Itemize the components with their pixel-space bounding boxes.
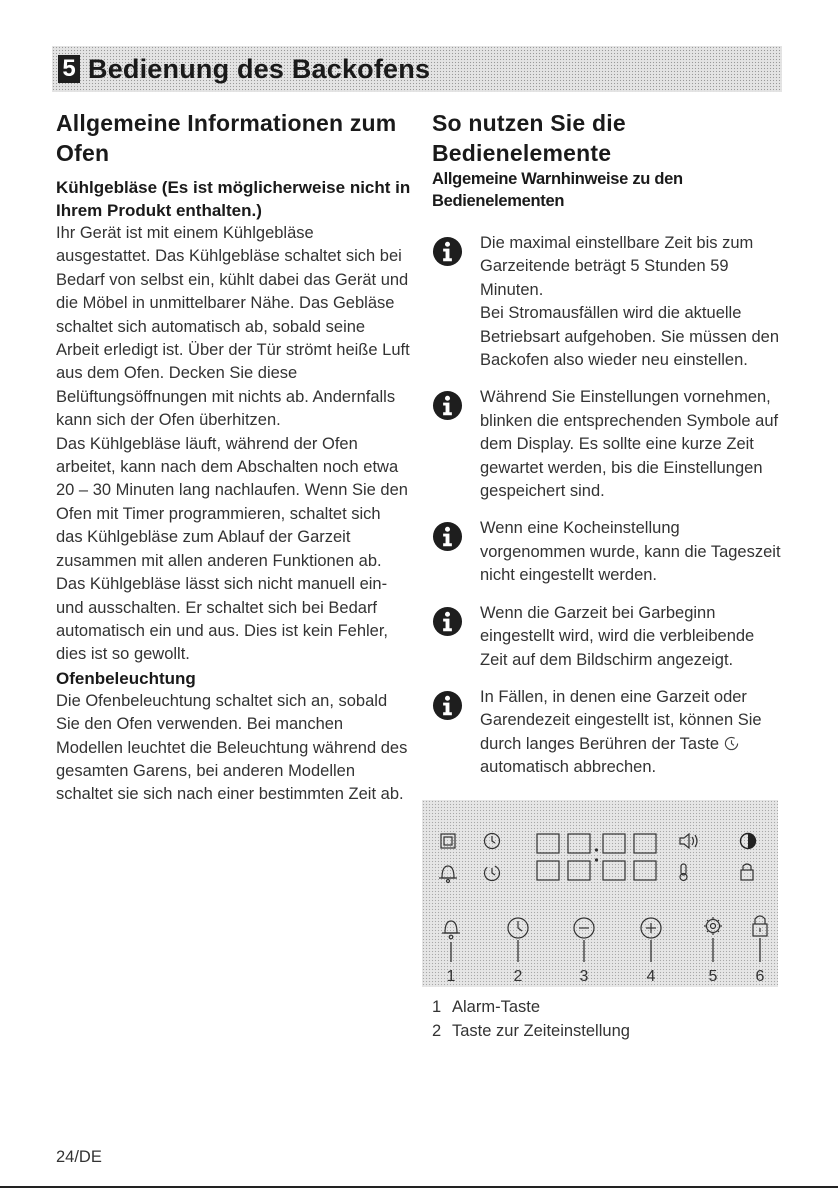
button-number: 5 xyxy=(708,967,718,985)
fan-heading: Kühlgebläse (Es ist möglicherweise nicht in Ihrem Produkt enthalten.) xyxy=(56,178,411,220)
button-legend xyxy=(432,995,782,1043)
light-heading: Ofenbeleuchtung xyxy=(56,668,196,688)
info-icon xyxy=(432,236,463,267)
fan-paragraph-1: Ihr Gerät ist mit einem Kühlgebläse ausgestattet. Das Kühlgebläse schaltet sich bei Bedarf von selbst ein, kühlt dabei das Gerät und die Möbel in unmittelbarer Nähe. Das Gebläse schaltet sich automatisch ab, sobald seine Arbeit erledigt ist. Über der Tür strömt heiße Luft aus dem Ofen. Decken Sie diese Belüftungsöffnungen mit nichts ab. Andernfalls kann sich der Ofen überhitzen. xyxy=(56,224,410,430)
fan-paragraph-2: Das Kühlgebläse läuft, während der Ofen arbeitet, kann nach dem Abschalten noch etwa 20 – 30 Minuten lang nachlaufen. Wenn Sie den Ofen mit Timer programmieren, schaltet sich das Kühlgebläse zum Ablauf der Garzeit zusammen mit allen anderen Funktionen ab. Das Kühlgebläse lässt sich nicht manuell ein- und ausschalten. Er schaltet sich bei Bedarf automatisch ein und aus. Dies ist kein Fehler, dies ist so gewollt. xyxy=(56,434,408,664)
light-paragraph: Die Ofenbeleuchtung schaltet sich an, sobald Sie den Ofen verwenden. Bei manchen Modellen leuchtet die Beleuchtung während des gesamten Garens, bei anderen Modellen schaltet sie sich nach einer bestimmten Zeit ab. xyxy=(56,691,408,804)
left-column xyxy=(56,108,411,807)
info-icon xyxy=(432,606,463,637)
note-text xyxy=(480,686,782,756)
section-title-general-info: Allgemeine Informationen zum Ofen xyxy=(56,110,397,166)
chapter-header xyxy=(52,46,782,92)
warnings-subtitle: Allgemeine Warnhinweise zu den Bedienelementen xyxy=(432,170,683,210)
info-note xyxy=(432,517,782,587)
clock-icon xyxy=(724,736,739,751)
page-number: 24/DE xyxy=(56,1148,102,1166)
legend-label: Taste zur Zeiteinstellung xyxy=(452,1021,630,1040)
legend-item xyxy=(432,995,782,1019)
info-icon xyxy=(432,690,463,721)
button-number: 1 xyxy=(446,967,456,985)
right-column xyxy=(432,108,782,1043)
note-text: Wenn die Garzeit bei Garbeginn eingestellt wird, wird die verbleibende Zeit auf dem Bildschirm angezeigt. xyxy=(480,603,755,669)
info-note xyxy=(432,602,782,672)
control-panel-svg xyxy=(422,800,778,987)
note-text-part: In Fällen, in denen eine Garzeit oder Garendezeit eingestellt ist, können Sie durch langes Berühren der Taste xyxy=(480,687,762,753)
chapter-number: 5 xyxy=(58,55,80,83)
note-text: Bei Stromausfällen wird die aktuelle Betriebsart aufgehoben. Sie müssen den Backofen also wieder neu einstellen. xyxy=(480,304,780,370)
control-panel-illustration xyxy=(422,800,778,987)
legend-number: 1 xyxy=(432,997,442,1016)
info-note xyxy=(432,232,782,372)
note-text: Während Sie Einstellungen vornehmen, blinken die entsprechenden Symbole auf dem Display. Es sollte eine kurze Zeit gewartet werden, bis die Einstellungen gespeichert sind. xyxy=(480,388,779,501)
info-note xyxy=(432,686,782,780)
note-text: Die maximal einstellbare Zeit bis zum Garzeitende beträgt 5 Stunden 59 Minuten. xyxy=(480,234,754,299)
button-number: 2 xyxy=(513,967,523,985)
note-text: automatisch abbrechen. xyxy=(480,758,657,777)
note-text: Wenn eine Kocheinstellung vorgenommen wurde, kann die Tageszeit nicht eingestellt werden. xyxy=(480,519,781,585)
button-number: 4 xyxy=(646,967,656,985)
page-bottom-rule xyxy=(0,1186,838,1188)
legend-label: Alarm-Taste xyxy=(452,997,541,1016)
info-icon xyxy=(432,521,463,552)
legend-item xyxy=(432,1019,782,1043)
info-icon xyxy=(432,390,463,421)
section-title-controls: So nutzen Sie die Bedienelemente xyxy=(432,110,626,166)
info-note xyxy=(432,386,782,503)
button-number: 6 xyxy=(755,967,765,985)
legend-number: 2 xyxy=(432,1021,442,1040)
button-number: 3 xyxy=(579,967,589,985)
chapter-title: Bedienung des Backofens xyxy=(88,54,431,84)
